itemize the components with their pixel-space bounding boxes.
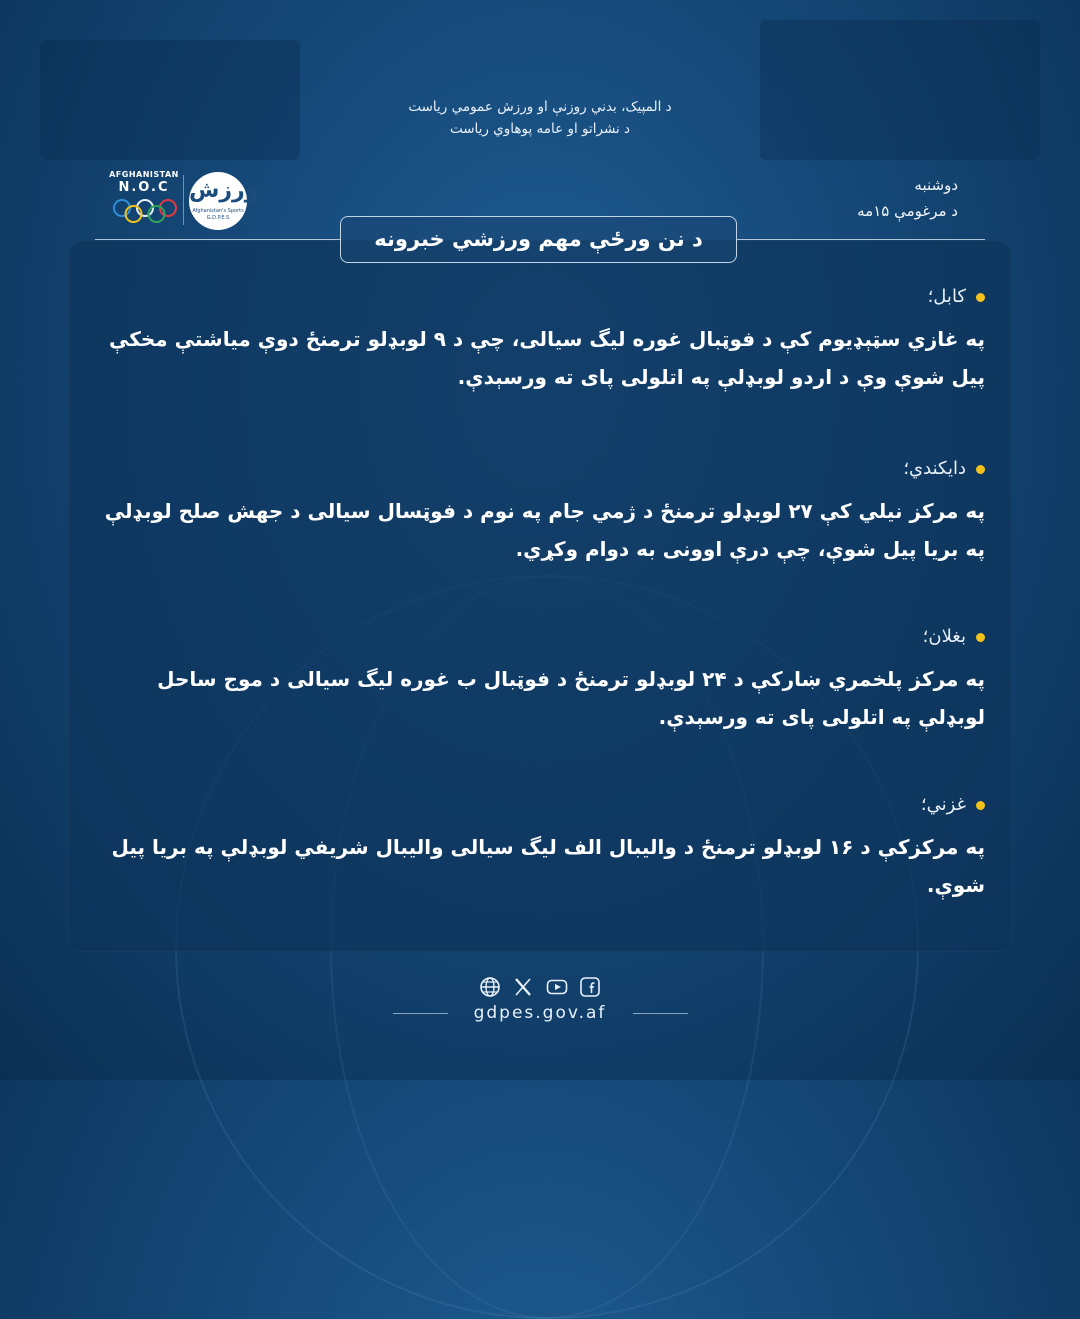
news-location xyxy=(100,456,985,482)
olympic-rings-icon xyxy=(110,198,180,224)
news-item xyxy=(100,792,985,904)
header xyxy=(0,96,1080,140)
noc-logo xyxy=(108,170,180,230)
website-link[interactable]: gdpes.gov.af xyxy=(473,1003,607,1023)
header-line-1: د المپیک، بدني روزنې او ورزش عمومي رياست xyxy=(408,99,672,115)
youtube-icon[interactable] xyxy=(546,976,568,998)
noc-label: N.O.C xyxy=(118,180,170,195)
date-block xyxy=(857,172,958,224)
news-item xyxy=(100,624,985,736)
news-item xyxy=(100,284,985,396)
bullet-icon xyxy=(976,633,985,642)
gdpes-logo xyxy=(189,172,259,230)
globe-icon[interactable] xyxy=(479,976,501,998)
news-location-label: بغلان؛ xyxy=(922,626,966,647)
news-text: په مرکز نیلي کې ۲۷ لوبډلو ترمنځ د ژمي جام په نوم د فوټسال سیالی د جهش صلح لوبډلې په بریا پیل شوې، چې درې اوونی به دوام وکړي. xyxy=(104,499,985,561)
website-row xyxy=(0,1003,1080,1023)
news-text: په غازي سټېډیوم کې د فوټبال غوره لیگ سیالی، چې د ۹ لوبډلو ترمنځ دوې میاشتې مخکې پیل شوې وې د اردو لوبډلې په اتلولی پای ته ورسېدې. xyxy=(109,327,985,389)
day-label: دوشنبه xyxy=(914,176,958,194)
news-text: په مرکزکې د ۱۶ لوبډلو ترمنځ د والیبال الف لیگ سیالی والیبال شریفي لوبډلې په بریا پیل شوې. xyxy=(111,835,985,897)
facebook-icon[interactable] xyxy=(579,976,601,998)
bullet-icon xyxy=(976,465,985,474)
page-title: د نن ورځې مهم ورزشي خبرونه xyxy=(340,216,737,263)
news-location-label: غزني؛ xyxy=(920,794,966,815)
news-location-label: کابل؛ xyxy=(927,286,966,307)
gdpes-logo-subtitle: Afghanistan's Sports G.D.P.E.S xyxy=(192,208,244,221)
date-label: د مرغومې ۱۵مه xyxy=(857,202,958,220)
news-location-label: دایکندي؛ xyxy=(903,458,966,479)
gdpes-logo-mark: ورزش xyxy=(189,178,259,203)
header-line-2: د نشراتو او عامه پوهاوي رياست xyxy=(449,121,631,137)
logo-divider xyxy=(183,175,184,225)
bullet-icon xyxy=(976,801,985,810)
news-text: په مرکز پلخمري ښارکې د ۲۴ لوبډلو ترمنځ د فوټبال ب غوره لیگ سیالی د موج ساحل لوبډلې په اتلولی پای ته ورسېدې. xyxy=(157,667,985,729)
news-location xyxy=(100,284,985,310)
news-location xyxy=(100,792,985,818)
bullet-icon xyxy=(976,293,985,302)
news-location xyxy=(100,624,985,650)
x-icon[interactable] xyxy=(512,976,534,998)
noc-country-label: AFGHANISTAN xyxy=(109,170,179,179)
website-line-right xyxy=(633,1013,688,1014)
social-icons xyxy=(0,976,1080,998)
news-item xyxy=(100,456,985,568)
